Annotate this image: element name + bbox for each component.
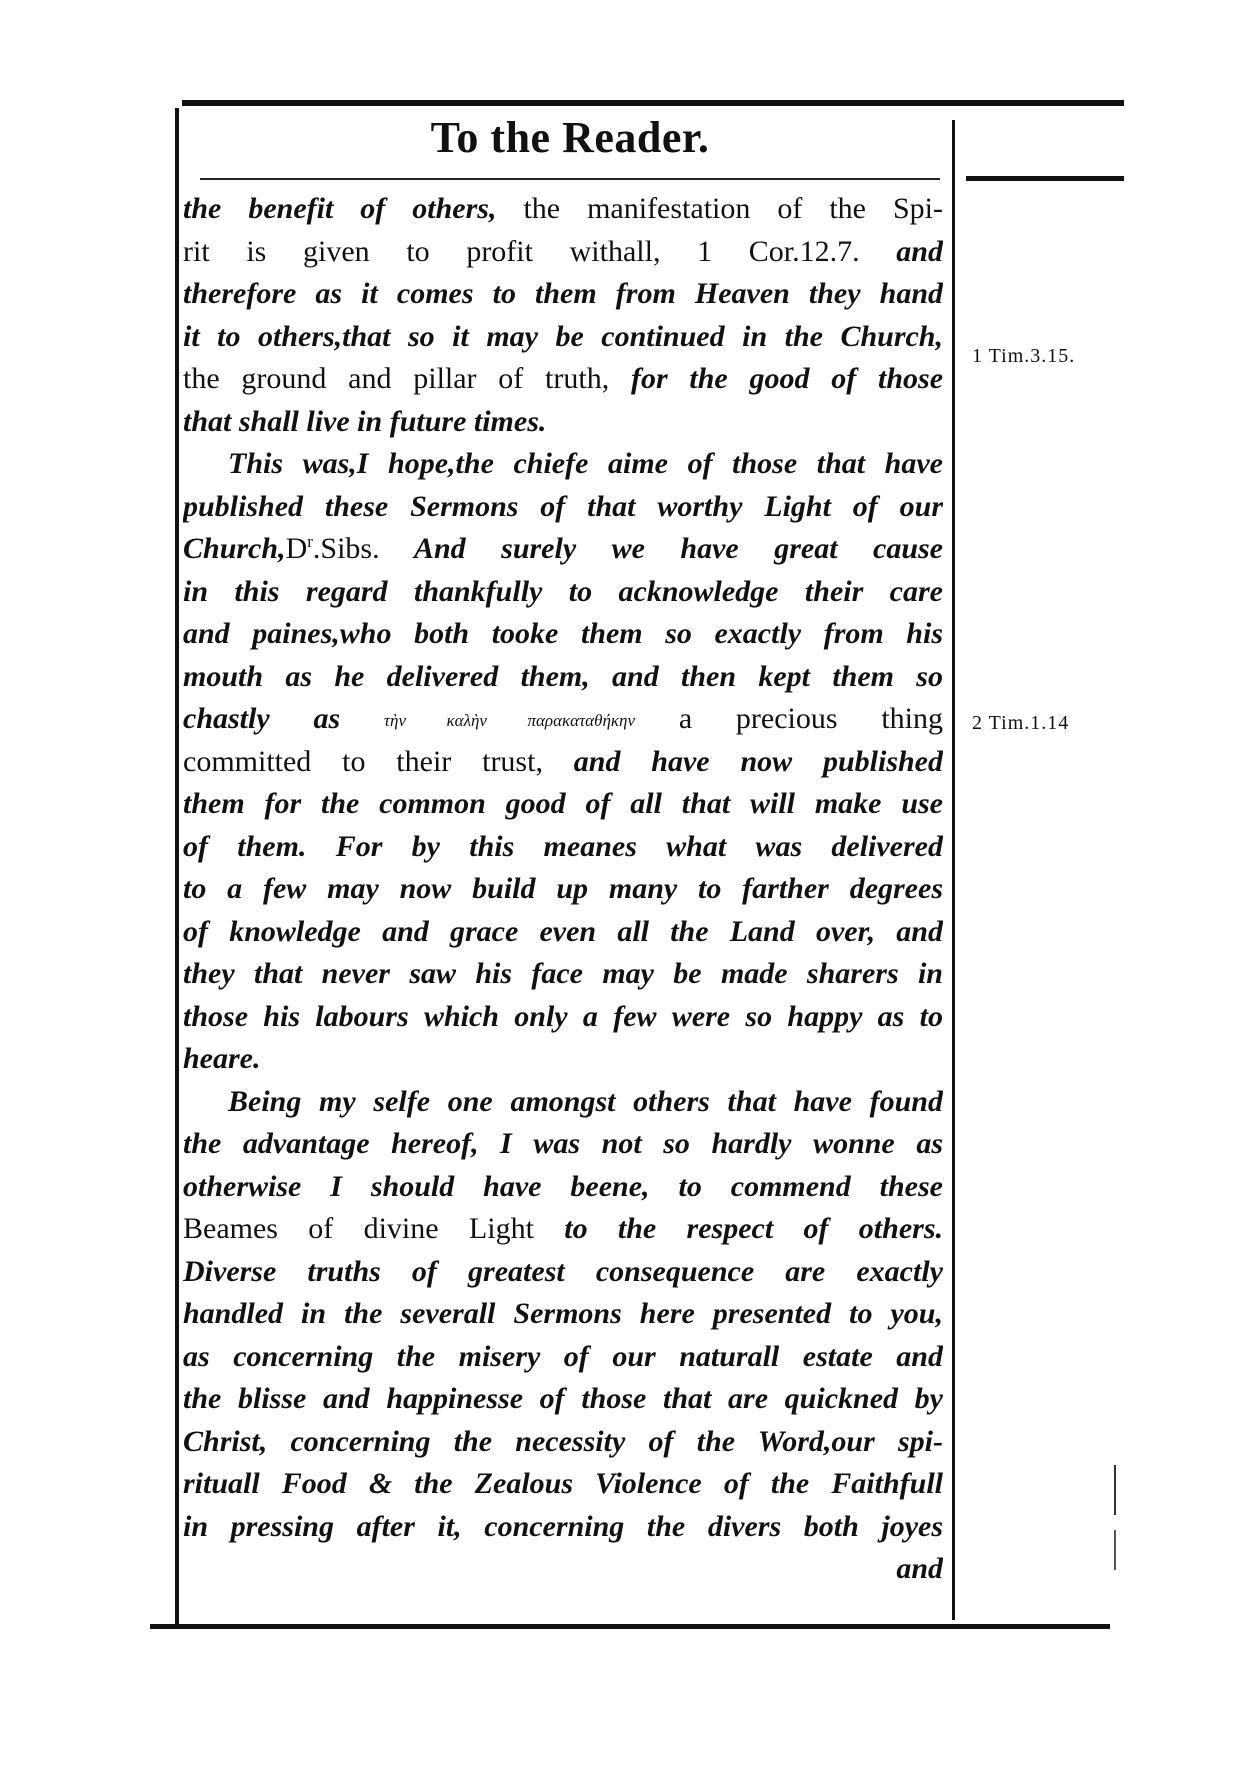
text-line: chastly as τὴν καλὴν παρακαταθήκην a precious thing: [183, 702, 943, 735]
text-line: it to others,that so it may be continued in the Church,: [183, 319, 943, 353]
text-line: This was,I hope,the chiefe aime of those that have: [228, 447, 943, 480]
left-border-rule: [175, 108, 179, 1628]
text-line: Beames of divine Light to the respect of others.: [183, 1212, 943, 1245]
text-line: $Church,D^r.Sibs$. And surely we have great cause: [183, 532, 943, 565]
text-line: in this regard thankfully to acknowledge their care: [183, 574, 943, 608]
text-line: of them. For by this meanes what was delivered: [183, 829, 943, 863]
text-line: the blisse and happinesse of those that are quickned by: [183, 1382, 943, 1415]
text-line: the ground and pillar of truth, for the good of those: [183, 362, 943, 395]
text-line: Being my selfe one amongst others that have found: [228, 1084, 943, 1118]
marginal-note: 2 Tim.1.14: [972, 712, 1070, 734]
margin-mark: [1114, 1465, 1116, 1515]
text-line: the benefit of others, the manifestation of the Spi-: [183, 192, 943, 225]
text-line: mouth as he delivered them, and then kept them so: [183, 659, 943, 693]
text-line: the advantage hereof, I was not so hardly wonne as: [183, 1127, 943, 1160]
body-text: [183, 188, 943, 1591]
text-line: otherwise I should have beene, to commend these: [183, 1169, 943, 1203]
margin-top-rule: [966, 176, 1124, 181]
marginal-note: 1 Tim.3.15.: [972, 345, 1076, 367]
margin-divider-rule: [952, 120, 955, 1620]
text-line: they that never saw his face may be made sharers in: [183, 957, 943, 990]
catchword: and: [896, 1552, 943, 1585]
text-line: published these Sermons of that worthy Light of our: [183, 489, 943, 523]
text-line: rit is given to profit withall, 1 Cor.12.7. and: [183, 234, 943, 268]
text-line: of knowledge and grace even all the Land over, and: [183, 914, 943, 948]
title-underline-rule: [200, 178, 940, 180]
text-line: those his labours which only a few were so happy as to: [183, 999, 943, 1033]
text-line: to a few may now build up many to farther degrees: [183, 872, 943, 905]
text-line: Christ, concerning the necessity of the Word,our spi-: [183, 1424, 943, 1458]
page-title: To the Reader.: [430, 113, 710, 162]
text-line: rituall Food & the Zealous Violence of the Faithfull: [183, 1467, 943, 1500]
text-line: them for the common good of all that will make use: [183, 787, 943, 820]
text-line: as concerning the misery of our naturall estate and: [183, 1339, 943, 1373]
text-line: heare.: [183, 1042, 261, 1075]
text-line: in pressing after it, concerning the divers both joyes: [183, 1509, 943, 1543]
top-rule: [182, 100, 1124, 106]
text-line: Diverse truths of greatest consequence are exactly: [183, 1254, 943, 1288]
margin-mark: [1114, 1530, 1116, 1570]
greek-phrase: τὴν καλὴν παρακαταθήκην: [383, 710, 636, 730]
text-line: committed to their trust, and have now published: [183, 744, 943, 778]
text-line: handled in the severall Sermons here presented to you,: [183, 1297, 943, 1330]
text-line: therefore as it comes to them from Heaven they hand: [183, 277, 943, 310]
text-line: and paines,who both tooke them so exactly from his: [183, 617, 943, 650]
bottom-rule: [150, 1624, 1110, 1629]
text-line: that shall live in future times.: [183, 404, 547, 438]
